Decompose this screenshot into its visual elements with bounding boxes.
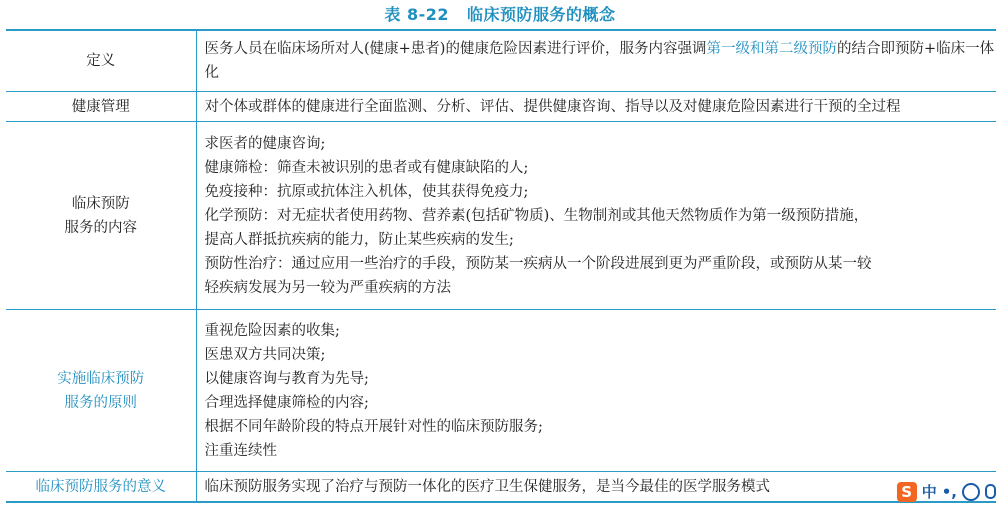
list-item: 重视危险因素的收集;	[204, 322, 340, 339]
list-item: 免疫接种：抗原或抗体注入机体，使其获得免疫力;	[204, 183, 529, 200]
language-toggle[interactable]: 中	[921, 483, 937, 501]
list-item: 预防性治疗：通过应用一些治疗的手段，预防某一疾病从一个阶段进展到更为严重阶段，或预防从某一较	[204, 255, 872, 272]
list-item: 轻疾病发展为另一较为严重疾病的方法	[204, 279, 451, 296]
list-item: 医患双方共同决策;	[204, 346, 326, 363]
row-label: 临床预防 服务的内容	[6, 122, 196, 310]
table-row	[6, 472, 996, 503]
table-row	[6, 30, 996, 92]
list-item: 根据不同年龄阶段的特点开展针对性的临床预防服务;	[204, 418, 543, 435]
microphone-icon[interactable]	[985, 484, 996, 499]
highlight-text: 第一级和第二级预防	[706, 41, 837, 57]
row-content: 对个体或群体的健康进行全面监测、分析、评估、提供健康咨询、指导以及对健康危险因素进行干预的全过程	[204, 98, 901, 115]
table-title	[0, 2, 1000, 25]
row-content	[196, 310, 996, 472]
list-item: 求医者的健康咨询;	[204, 135, 326, 152]
table-row	[6, 310, 996, 472]
list-item: 注重连续性	[204, 442, 277, 459]
row-label: 临床预防服务的意义	[6, 472, 196, 503]
list-item: 提高人群抵抗疾病的能力，防止某些疾病的发生;	[204, 231, 514, 248]
concept-table	[6, 29, 996, 503]
punctuation-toggle[interactable]: •,	[941, 482, 957, 501]
row-content: 医务人员在临床场所对人(健康+患者)的健康危险因素进行评价，服务内容强调第一级和第二级预防的结合即预防+临床一体化	[204, 41, 995, 81]
list-item: 以健康咨询与教育为先导;	[204, 370, 369, 387]
table-caption: 临床预防服务的概念	[467, 5, 616, 24]
table-number: 表 8-22	[384, 5, 450, 24]
table-row	[6, 92, 996, 122]
row-content	[196, 122, 996, 310]
ime-toolbar[interactable]	[897, 481, 996, 502]
list-item: 化学预防：对无症状者使用药物、营养素(包括矿物质)、生物制剂或其他天然物质作为第一级预防措施，	[204, 207, 869, 224]
row-label: 定义	[6, 30, 196, 92]
row-label: 健康管理	[6, 92, 196, 122]
emoji-icon[interactable]	[962, 483, 980, 501]
sogou-logo-icon[interactable]: S	[897, 482, 917, 502]
table-row	[6, 122, 996, 310]
list-item: 健康筛检：筛查未被识别的患者或有健康缺陷的人;	[204, 159, 529, 176]
list-item: 合理选择健康筛检的内容;	[204, 394, 369, 411]
row-label: 实施临床预防 服务的原则	[6, 310, 196, 472]
row-content: 临床预防服务实现了治疗与预防一体化的医疗卫生保健服务，是当今最佳的医学服务模式	[204, 478, 770, 495]
